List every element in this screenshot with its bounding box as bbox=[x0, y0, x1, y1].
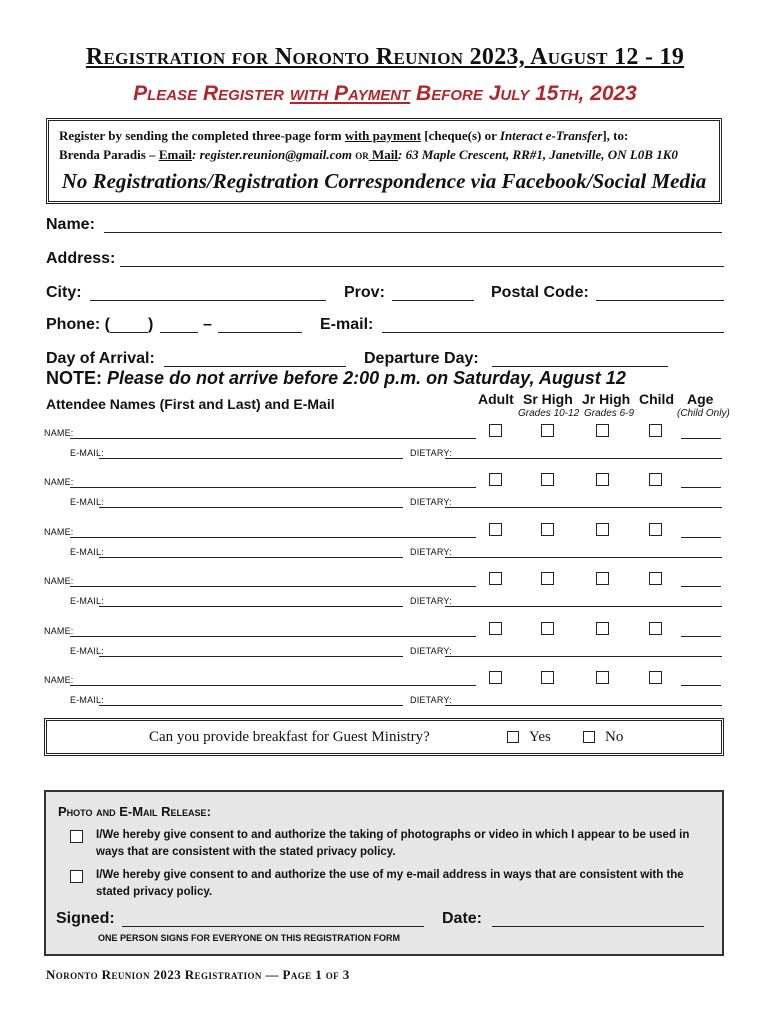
attendee-jr-high-checkbox[interactable] bbox=[596, 622, 609, 635]
attendee-child-checkbox[interactable] bbox=[649, 473, 662, 486]
attendee-email-label: E-MAIL: bbox=[70, 546, 104, 557]
email-label: Email bbox=[158, 147, 193, 162]
attendee-name-label: NAME: bbox=[44, 428, 74, 438]
prov-field[interactable] bbox=[392, 300, 474, 301]
photo-consent-text: I/We hereby give consent to and authorize the taking of photographs or video in which I appear to be used in ways that are consistent with the stated privacy policy. bbox=[96, 829, 690, 858]
attendee-dietary-label: DIETARY: bbox=[410, 596, 452, 607]
attendee-child-checkbox[interactable] bbox=[649, 572, 662, 585]
signature-field[interactable] bbox=[122, 926, 424, 927]
email-field[interactable] bbox=[382, 332, 724, 333]
attendee-jr-high-checkbox[interactable] bbox=[596, 473, 609, 486]
date-label: Date: bbox=[442, 910, 483, 927]
register-deadline bbox=[0, 82, 770, 106]
attendee-child-checkbox[interactable] bbox=[649, 523, 662, 536]
breakfast-question: Can you provide breakfast for Guest Ministry? bbox=[149, 729, 430, 745]
phone-label: Phone: ( bbox=[46, 316, 110, 333]
attendee-jr-high-checkbox[interactable] bbox=[596, 671, 609, 684]
attendee-sr-high-checkbox[interactable] bbox=[541, 424, 554, 437]
attendee-email-label: E-MAIL: bbox=[70, 497, 104, 508]
no-social-media-notice: No Registrations/Registration Correspondence via Facebook/Social Media bbox=[61, 169, 707, 193]
attendee-adult-checkbox[interactable] bbox=[489, 671, 502, 684]
attendee-jr-high-checkbox[interactable] bbox=[596, 572, 609, 585]
attendee-adult-checkbox[interactable] bbox=[489, 523, 502, 536]
attendee-email-field[interactable] bbox=[99, 507, 403, 508]
child-only: (Child Only) bbox=[677, 408, 730, 419]
attendee-name-field[interactable] bbox=[70, 487, 476, 488]
phone-number-field[interactable] bbox=[218, 332, 302, 333]
attendee-adult-checkbox[interactable] bbox=[489, 473, 502, 486]
mail-label: Mail bbox=[368, 147, 399, 162]
breakfast-box bbox=[44, 718, 724, 756]
note-text: Please do not arrive before 2:00 p.m. on Saturday, August 12 bbox=[107, 368, 626, 388]
attendee-dietary-label: DIETARY: bbox=[410, 497, 452, 508]
instructions-line2 bbox=[59, 147, 678, 163]
attendee-email-label: E-MAIL: bbox=[70, 596, 104, 607]
instr-text: [cheque(s) or bbox=[421, 128, 500, 143]
attendee-sr-high-checkbox[interactable] bbox=[541, 523, 554, 536]
prov-label: Prov: bbox=[344, 284, 385, 301]
attendee-age-field[interactable] bbox=[681, 586, 721, 587]
attendee-sr-high-checkbox[interactable] bbox=[541, 622, 554, 635]
or-word: OR bbox=[355, 151, 369, 161]
address-label: Address: bbox=[46, 250, 116, 267]
attendee-name-label: NAME: bbox=[44, 477, 74, 488]
attendee-age-field[interactable] bbox=[681, 537, 721, 538]
attendee-name-label: NAME: bbox=[44, 576, 74, 587]
instr-with-payment: with payment bbox=[344, 128, 422, 143]
arrival-note bbox=[46, 368, 626, 389]
attendee-jr-high-checkbox[interactable] bbox=[596, 424, 609, 437]
email-label: E-mail: bbox=[320, 316, 374, 333]
photo-email-release-box bbox=[44, 790, 724, 956]
attendee-dietary-label: DIETARY: bbox=[410, 645, 452, 656]
contact-name: Brenda Paradis – bbox=[59, 147, 159, 162]
attendee-email-label: E-MAIL: bbox=[70, 695, 104, 705]
attendee-age-field[interactable] bbox=[681, 438, 721, 439]
arrival-field[interactable] bbox=[164, 366, 346, 367]
attendee-name-label: NAME: bbox=[44, 675, 74, 685]
attendee-age-field[interactable] bbox=[681, 636, 721, 637]
phone-area-code-field[interactable] bbox=[110, 332, 148, 333]
attendee-dietary-field[interactable] bbox=[445, 656, 722, 657]
breakfast-no-label: No bbox=[605, 729, 624, 745]
phone-paren: ) bbox=[148, 316, 154, 333]
email-consent-checkbox[interactable] bbox=[70, 870, 83, 883]
date-field[interactable] bbox=[492, 926, 704, 927]
attendee-adult-checkbox[interactable] bbox=[489, 622, 502, 635]
attendee-sr-high-checkbox[interactable] bbox=[541, 473, 554, 486]
instructions-line1 bbox=[59, 128, 628, 144]
attendee-dietary-label: DIETARY: bbox=[410, 448, 452, 458]
col-adult: Adult bbox=[478, 391, 514, 407]
attendee-age-field[interactable] bbox=[681, 487, 721, 488]
arrival-label: Day of Arrival: bbox=[46, 350, 155, 367]
instructions-box bbox=[46, 118, 722, 204]
postal-code-field[interactable] bbox=[596, 300, 724, 301]
name-label: Name: bbox=[46, 216, 95, 233]
attendee-name-label: NAME: bbox=[44, 625, 74, 636]
photo-consent-checkbox[interactable] bbox=[70, 830, 83, 843]
attendee-dietary-field[interactable] bbox=[445, 507, 722, 508]
attendee-name-label: NAME: bbox=[44, 526, 74, 537]
attendee-email-field[interactable] bbox=[99, 557, 403, 558]
attendee-name-field[interactable] bbox=[70, 586, 476, 587]
attendee-dietary-field[interactable] bbox=[445, 557, 722, 558]
attendee-email-field[interactable] bbox=[99, 458, 403, 459]
col-sr-high: Sr High bbox=[523, 391, 573, 407]
contact-address: : 63 Maple Crescent, RR#1, Janetville, ON L0B 1K0 bbox=[398, 147, 678, 162]
contact-email: : register.reunion@gmail.com bbox=[192, 147, 356, 162]
one-person-signs-note: ONE PERSON SIGNS FOR EVERYONE ON THIS REGISTRATION FORM bbox=[98, 933, 401, 943]
attendee-adult-checkbox[interactable] bbox=[489, 572, 502, 585]
release-title: Photo and E-Mail Release: bbox=[58, 804, 211, 819]
attendee-jr-high-checkbox[interactable] bbox=[596, 523, 609, 536]
attendee-email-field[interactable] bbox=[99, 606, 403, 607]
col-age: Age bbox=[687, 391, 714, 407]
attendee-name-field[interactable] bbox=[70, 438, 476, 439]
attendee-child-checkbox[interactable] bbox=[649, 671, 662, 684]
name-field[interactable] bbox=[104, 232, 722, 233]
departure-label: Departure Day: bbox=[364, 350, 479, 367]
breakfast-yes-checkbox[interactable] bbox=[507, 731, 519, 743]
page-footer: Noronto Reunion 2023 Registration — Page 1 of 3 bbox=[46, 967, 350, 982]
address-field[interactable] bbox=[120, 266, 724, 267]
instr-interact: Interact e-Transfer bbox=[499, 128, 603, 143]
signed-label: Signed: bbox=[56, 910, 115, 927]
city-field[interactable] bbox=[90, 300, 326, 301]
breakfast-no-checkbox[interactable] bbox=[583, 731, 595, 743]
attendee-sr-high-checkbox[interactable] bbox=[541, 671, 554, 684]
attendees-heading: Attendee Names (First and Last) and E-Mail bbox=[46, 396, 335, 412]
attendee-child-checkbox[interactable] bbox=[649, 622, 662, 635]
phone-dash: – bbox=[203, 316, 212, 333]
city-label: City: bbox=[46, 284, 82, 301]
phone-prefix-field[interactable] bbox=[160, 332, 198, 333]
postal-code-label: Postal Code: bbox=[491, 284, 589, 301]
deadline-part1: Please Register bbox=[133, 82, 290, 105]
attendee-email-field[interactable] bbox=[99, 705, 403, 706]
attendee-dietary-label: DIETARY: bbox=[410, 546, 452, 557]
attendee-dietary-field[interactable] bbox=[445, 606, 722, 607]
attendee-email-label: E-MAIL: bbox=[70, 448, 104, 458]
page-title: Registration for Noronto Reunion 2023, August 12 - 19 bbox=[85, 44, 685, 70]
deadline-part2: Before July 15th, 2023 bbox=[410, 82, 637, 105]
attendee-dietary-field[interactable] bbox=[445, 705, 722, 706]
col-jr-high: Jr High bbox=[582, 391, 631, 407]
deadline-with-payment: with Payment bbox=[289, 82, 411, 105]
instr-text: ], to: bbox=[602, 128, 629, 143]
sr-grades: Grades 10-12 bbox=[518, 408, 580, 419]
attendee-name-field[interactable] bbox=[70, 636, 476, 637]
attendee-name-field[interactable] bbox=[70, 685, 476, 686]
attendee-child-checkbox[interactable] bbox=[649, 424, 662, 437]
note-label: NOTE: bbox=[46, 368, 102, 388]
attendee-email-field[interactable] bbox=[99, 656, 403, 657]
attendee-dietary-label: DIETARY: bbox=[410, 695, 452, 705]
attendee-name-field[interactable] bbox=[70, 537, 476, 538]
attendee-adult-checkbox[interactable] bbox=[489, 424, 502, 437]
attendee-age-field[interactable] bbox=[681, 685, 721, 686]
col-child: Child bbox=[639, 391, 674, 407]
jr-grades: Grades 6-9 bbox=[584, 408, 635, 419]
departure-field[interactable] bbox=[492, 366, 668, 367]
instr-text: Register by sending the completed three-page form bbox=[59, 128, 345, 143]
attendee-email-label: E-MAIL: bbox=[70, 645, 104, 656]
attendee-dietary-field[interactable] bbox=[445, 458, 722, 459]
breakfast-yes-label: Yes bbox=[529, 729, 551, 745]
email-consent-text: I/We hereby give consent to and authorize the use of my e-mail address in ways that are consistent with the stated privacy policy. bbox=[96, 869, 684, 898]
attendee-sr-high-checkbox[interactable] bbox=[541, 572, 554, 585]
